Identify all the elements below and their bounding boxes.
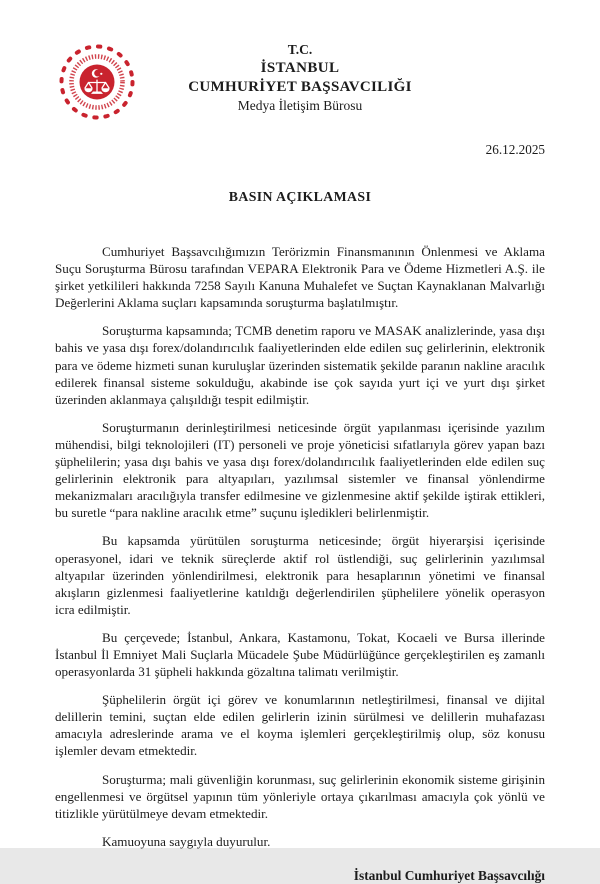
- document-title: BASIN AÇIKLAMASI: [228, 189, 372, 204]
- document-date: 26.12.2025: [485, 142, 545, 157]
- document-body: [55, 243, 545, 884]
- header-bureau: Medya İletişim Bürosu: [237, 98, 363, 113]
- justice-ministry-seal-icon: [57, 42, 137, 122]
- signature: İstanbul Cumhuriyet Başsavcılığı: [353, 867, 545, 883]
- paragraph-2: Soruşturma kapsamında; TCMB denetim raporu ve MASAK analizlerinde, yasa dışı bahis ve yasa dışı forex/dolandırıcılık faaliyetlerinden elde edilen suç gelirlerinin, elektronik para ve ödeme hizmeti sunan kuruluşlar üzerinden sistematik şekilde paranın nakline aracılık edilerek finansal sisteme sokulduğu, akabinde ise çok sayıda yurt içi ve yurt dışı şirket üzerinden aklanmaya çalışıldığı tespit edilmiştir.: [55, 323, 545, 407]
- header-tc: T.C.: [287, 42, 313, 57]
- paragraph-6: Şüphelilerin örgüt içi görev ve konumlarının netleştirilmesi, finansal ve dijital delillerin temini, suçtan elde edilen gelirlerin izinin sürülmesi ve delillerin muhafazası amacıyla adreslerinde arama ve el koyma işlemleri gerçekleştirilmiş olup, söz konusu işlemler devam etmektedir.: [55, 692, 545, 759]
- paragraph-5: Bu çerçevede; İstanbul, Ankara, Kastamonu, Tokat, Kocaeli ve Bursa illerinde İstanbul İl Emniyet Mali Suçlarla Mücadele Şube Müdürlüğünce gerçekleştirilen eş zamanlı operasyonlarda 31 şüpheli hakkında gözaltına talimatı verilmiştir.: [55, 629, 545, 680]
- header-office: CUMHURİYET BAŞSAVCILIĞI: [188, 79, 412, 95]
- header-city: İSTANBUL: [260, 60, 340, 76]
- paragraph-3: Soruşturmanın derinleştirilmesi neticesinde örgüt yapılanması içerisinde yazılım mühendisi, bilgi teknolojileri (IT) personeli ve proje yöneticisi sıfatlarıyla görev yapan bazı şüphelilerin; yasa dışı bahis ve yasa dışı forex/dolandırıcılık faaliyetlerinden elde edilen suç gelirlerinin elektronik para altyapıları, yazılımsal sistemler ve finansal yönlendirme mekanizmaları aracılığıyla transfer edilmesine ve gizlenmesine aktif şekilde iştirak ettikleri, bu suretle “para nakline aracılık etme” suçunu işledikleri belirlenmiştir.: [55, 419, 545, 521]
- document-header: [55, 42, 545, 114]
- paragraph-1: Cumhuriyet Başsavcılığımızın Terörizmin Finansmanının Önlenmesi ve Aklama Suçu Soruşturma Bürosu tarafından VEPARA Elektronik Para ve Ödeme Hizmetleri A.Ş. ile şirket yetkilileri hakkında 7258 Sayılı Kanuna Muhalefet ve Suçtan Kaynaklanan Malvarlığı Değerlerini Aklama suçları kapsamında soruşturma başlatılmıştır.: [55, 244, 545, 311]
- paragraph-7: Soruşturma; mali güvenliğin korunması, suç gelirlerinin ekonomik sisteme girişinin engellenmesi ve örgütsel yapının tüm yönleriyle ortaya çıkarılması amacıyla çok yönlü ve titizlikle yürütülmeye devam etmektedir.: [55, 771, 545, 821]
- closing-line: Kamuoyuna saygıyla duyurulur.: [102, 833, 271, 849]
- paragraph-4: Bu kapsamda yürütülen soruşturma neticesinde; örgüt hiyerarşisi içerisinde operasyonel, idari ve teknik süreçlerde aktif rol üstlendiği, suç gelirlerinin yazılımsal altyapılar üzerinden yönlendirilmesi, elektronik para hesaplarının yönetimi ve finansal akışların gizlenmesi faaliyetlerine katıldığı değerlendirilen şüphelilere yönelik operasyon icra edilmiştir.: [55, 533, 545, 617]
